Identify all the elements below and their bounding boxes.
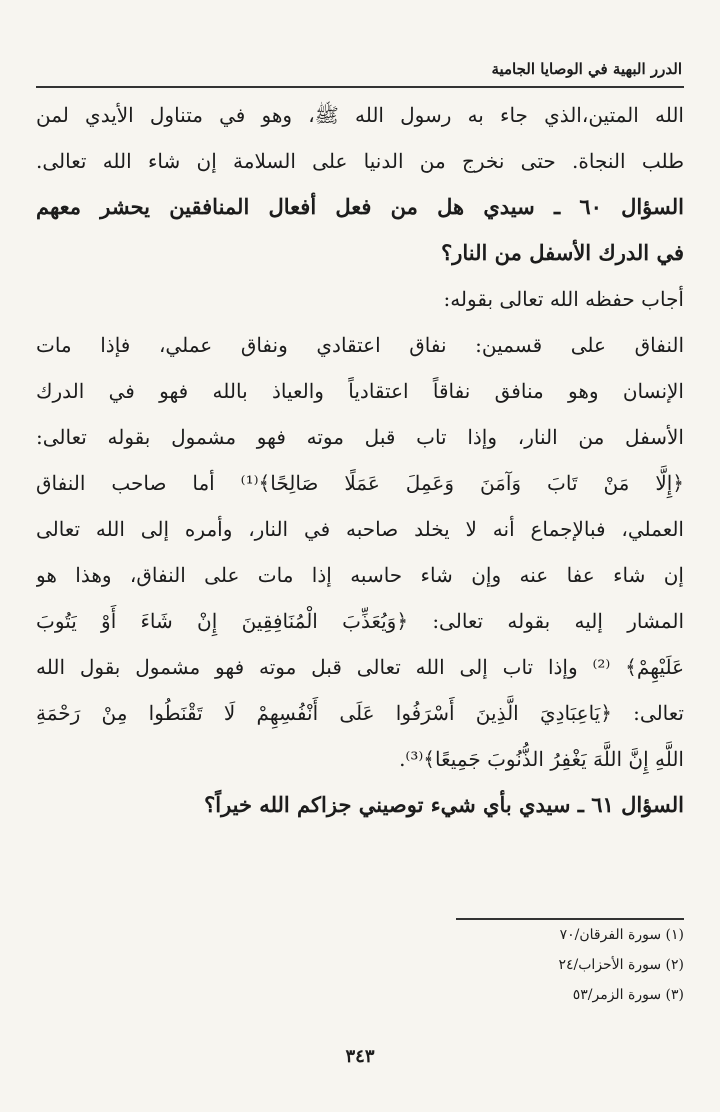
answer-intro: أجاب حفظه الله تعالى بقوله: bbox=[443, 287, 684, 311]
text-line: طلب النجاة. حتى نخرج من الدنيا على السلامة إن شاء الله تعالى. bbox=[36, 149, 684, 173]
page-body bbox=[36, 92, 684, 828]
quran-line: المشار إليه بقوله تعالى: ﴿وَيُعَذِّبَ الْمُنَافِقِينَ إِنْ شَاءَ أَوْ يَتُوبَ bbox=[36, 609, 684, 633]
page-number: ٣٤٣ bbox=[345, 1046, 375, 1067]
quran-line: اللَّهِ إِنَّ اللَّهَ يَغْفِرُ الذُّنُوبَ جَمِيعًا﴾⁽³⁾. bbox=[399, 747, 684, 771]
text-line: الأسفل من النار، وإذا تاب قبل موته فهو مشمول بقوله تعالى: bbox=[36, 425, 684, 449]
text-line: إن شاء عفا عنه وإن شاء حاسبه إذا مات على النفاق، وهذا هو bbox=[36, 563, 684, 587]
running-header bbox=[36, 58, 684, 88]
footnote: (٢) سورة الأحزاب/٢٤ bbox=[558, 957, 684, 973]
quran-line: ﴿إِلَّا مَنْ تَابَ وَآمَنَ وَعَمِلَ عَمَلًا صَالِحًا﴾⁽¹⁾ أما صاحب النفاق bbox=[36, 471, 684, 495]
question-line: السؤال ٦١ ـ سيدي بأي شيء توصيني جزاكم الله خيراً؟ bbox=[204, 792, 684, 817]
text-line: الإنسان وهو منافق نفاقاً اعتقادياً والعياذ بالله فهو في الدرك bbox=[36, 379, 684, 403]
quran-line: تعالى: ﴿يَاعِبَادِيَ الَّذِينَ أَسْرَفُوا عَلَى أَنْفُسِهِمْ لَا تَقْنَطُوا مِنْ رَحْمَةِ bbox=[36, 701, 684, 725]
text-line: الله المتين،الذي جاء به رسول الله ﷺ، وهو في متناول الأيدي لمن bbox=[36, 103, 684, 127]
text-line: العملي، فبالإجماع أنه لا يخلد صاحبه في النار، وأمره إلى الله تعالى bbox=[36, 517, 684, 541]
footnote: (١) سورة الفرقان/٧٠ bbox=[559, 927, 684, 943]
header-title: الدرر البهية في الوصايا الجامية bbox=[491, 60, 682, 78]
quran-line: عَلَيْهِمْ﴾ ⁽²⁾ وإذا تاب إلى الله تعالى قبل موته فهو مشمول بقول الله bbox=[36, 655, 684, 679]
footnotes bbox=[36, 918, 684, 1010]
question-line: في الدرك الأسفل من النار؟ bbox=[441, 240, 684, 265]
text-line: النفاق على قسمين: نفاق اعتقادي ونفاق عملي، فإذا مات bbox=[36, 333, 684, 357]
footnote: (٣) سورة الزمر/٥٣ bbox=[572, 987, 684, 1003]
question-line: السؤال ٦٠ ـ سيدي هل من فعل أفعال المنافقين يحشر معهم bbox=[36, 194, 684, 219]
